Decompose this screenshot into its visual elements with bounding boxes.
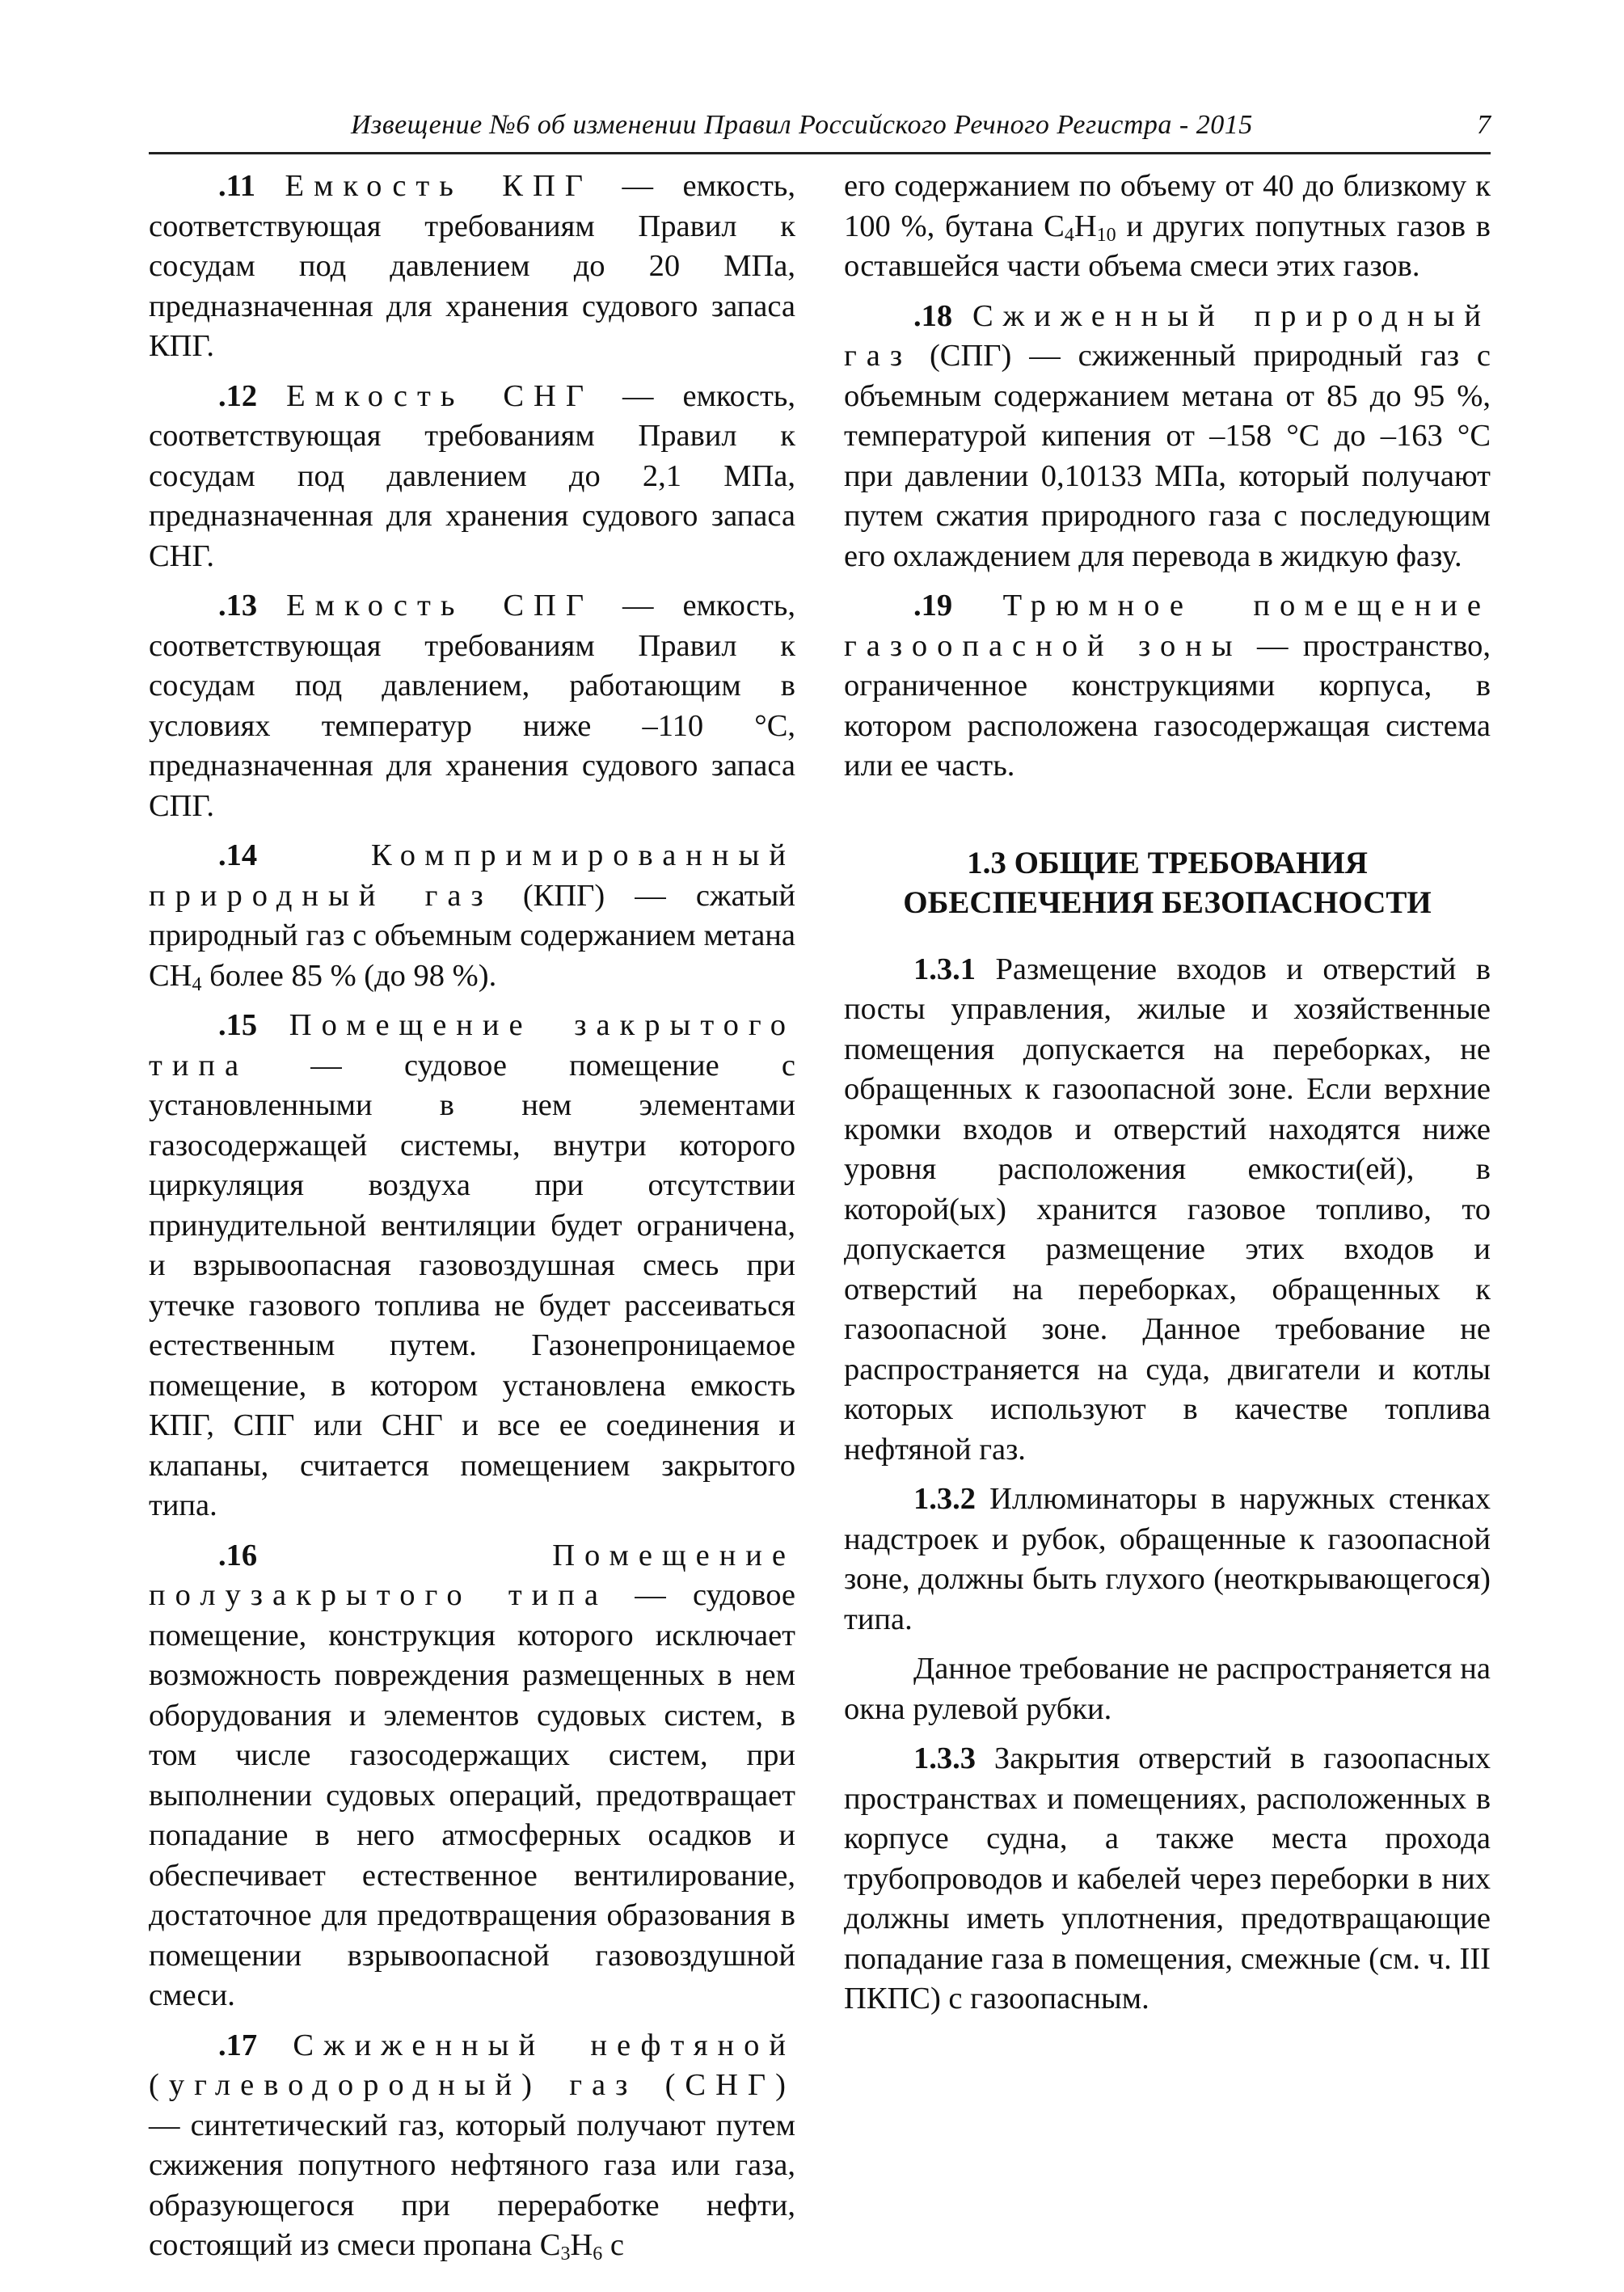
definition-17-continued: его содержанием по объему от 40 до близкому к 100 %, бутана $С_4Н_{10}$ и других попутных газов в оставшейся части объема смеси этих газов. [844,169,1491,283]
right-column [844,167,1491,2029]
term: Помещение полузакрытого типа [149,1538,795,1612]
definition-14: .14 Компримированный природный газ (КПГ) — сжатый природный газ с объемным содержанием метана $СН_4$ более 85 % (до 98 %). [149,838,795,995]
term: Емкость СПГ [286,589,594,623]
definition-16: .16 Помещение полузакрытого типа — судовое помещение, конструкция которого исключает возможность повреждения размещенных в нем оборудования и элементов судовых систем, в том числе газосодержащих систем, при выполнении судовых операций, предотвращает попадание в него атмосферных осадков и обеспечивает естественное вентилирование, достаточное для предотвращения образования в помещении взрывоопасной газовоздушной смеси. [149,1538,796,2012]
definition-11: .11 Емкость КПГ — емкость, соответствующая требованиям Правил к сосудам под давлением до 20 МПа, предназначенная для хранения судового запаса КПГ. [149,169,795,363]
term: Сжиженный природный газ [844,298,1491,373]
term: Емкость КПГ [285,169,593,203]
section-heading: 1.3 ОБЩИЕ ТРЕБОВАНИЯ ОБЕСПЕЧЕНИЯ БЕЗОПАСНОСТИ [903,845,1432,920]
definition-13: .13 Емкость СПГ — емкость, соответствующая требованиям Правил к сосудам под давлением, работающим в условиях температур ниже –110 °С, предназначенная для хранения судового запаса СПГ. [149,589,795,823]
definition-19: .19 Трюмное помещение газоопасной зоны — пространство, ограниченное конструкциями корпуса, в котором расположена газосодержащая система или ее часть. [844,589,1491,783]
definition-12: .12 Емкость СНГ — емкость, соответствующая требованиям Правил к сосудам под давлением до 2,1 МПа, предназначенная для хранения судового запаса СНГ. [149,378,795,573]
header-title: Извещение №6 об изменении Правил Российского Речного Регистра - 2015 [351,110,1253,140]
term: Сжиженный нефтяной (углеводородный) газ (СНГ) [149,2028,795,2102]
clause-1-3-2: 1.3.2 Иллюминаторы в наружных стенках надстроек и рубок, обращенные к газоопасной зоне, должны быть глухого (неоткрывающегося) типа. [844,1482,1491,1636]
term: Помещение закрытого типа [149,1008,795,1083]
clause-1-3-3: 1.3.3 Закрытия отверстий в газоопасных пространствах и помещениях, расположенных в корпусе судна, а также места прохода трубопроводов и кабелей через переборки в них должны иметь уплотнения, предотвращающие попадание газа в помещения, смежные (см. ч. III ПКПС) с газоопасным. [844,1741,1491,2016]
clause-1-3-2-note: Данное требование не распространяется на окна рулевой рубки. [844,1652,1491,1726]
definition-17: .17 Сжиженный нефтяной (углеводородный) газ (СНГ) — синтетический газ, который получают путем сжижения попутного нефтяного газа или газа, образующегося при переработке нефти, состоящий из смеси пропана $С_3Н_6$ с [149,2028,795,2265]
term: Емкость СНГ [286,378,594,413]
left-column [149,167,795,2276]
term: Компримированный природный газ [149,838,795,913]
term: Трюмное помещение газоопасной зоны [844,589,1491,663]
definition-18: .18 Сжиженный природный газ (СПГ) — сжиженный природный газ с объемным содержанием метана от 85 до 95 %, температурой кипения от –158 °С до –163 °С при давлении 0,10133 МПа, который получают путем сжатия природного газа с последующим его охлаждением для перевода в жидкую фазу. [844,298,1491,573]
definition-15: .15 Помещение закрытого типа — судовое помещение с установленными в нем элементами газосодержащей системы, внутри которого циркуляция воздуха при отсутствии принудительной вентиляции будет ограничена, и взрывоопасная газовоздушная смесь при утечке газового топлива не будет рассеиваться естественным путем. Газонепроницаемое помещение, в котором установлена емкость КПГ, СПГ или СНГ и все ее соединения и клапаны, считается помещением закрытого типа. [149,1008,795,1522]
clause-1-3-1: 1.3.1 Размещение входов и отверстий в посты управления, жилые и хозяйственные помещения допускается на переборках, не обращенных к газоопасной зоне. Если верхние кромки входов и отверстий находятся ниже уровня расположения емкости(ей), в которой(ых) хранится газовое топливо, то допускается размещение этих входов и отверстий на переборках, обращенных к газоопасной зоне. Данное требование не распространяется на суда, двигатели и котлы которых используют в качестве топлива нефтяной газ. [844,952,1491,1467]
page-number: 7 [1477,110,1491,140]
page-header [149,107,1491,154]
